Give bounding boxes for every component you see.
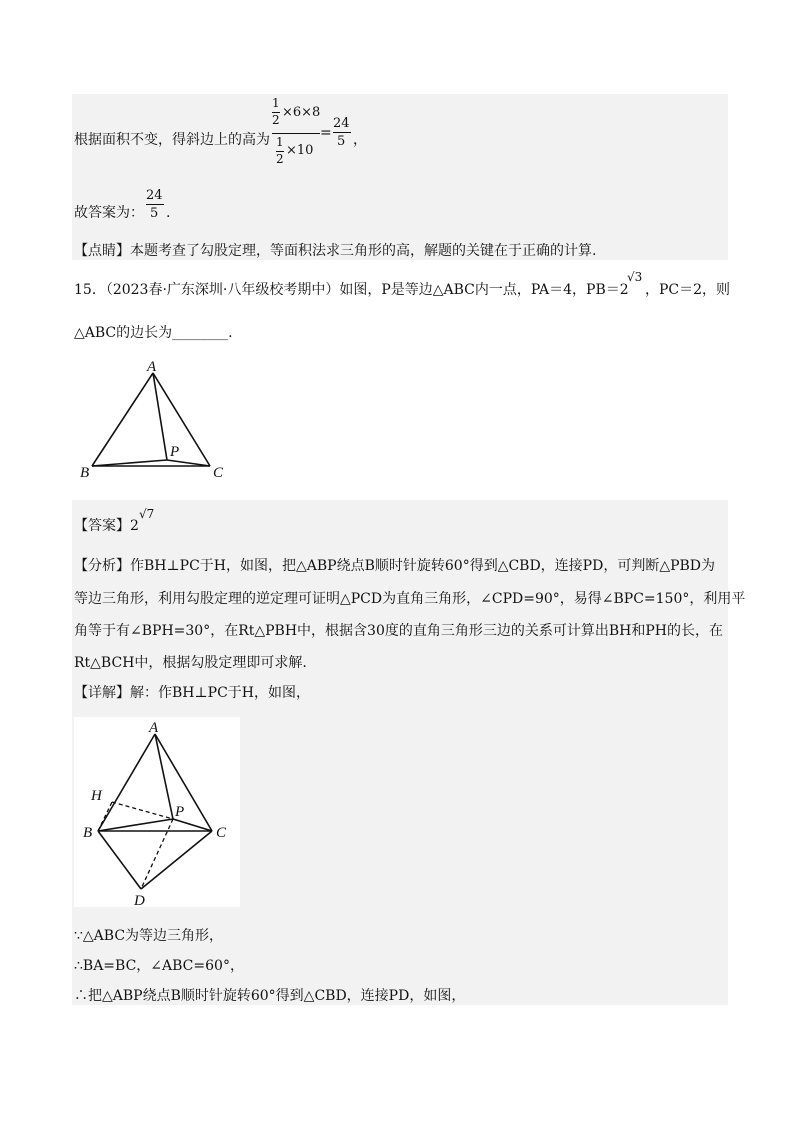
fig2-label-c: C xyxy=(216,825,227,841)
question-line-1b: ，PC＝2，则 xyxy=(645,282,731,298)
big-frac-num-rest: ×6×8 xyxy=(282,105,321,120)
big-fraction-bar xyxy=(272,133,320,134)
fig1-seg-pa xyxy=(153,373,167,460)
big-fraction xyxy=(272,96,320,168)
analysis-line-2: 等边三角形，利用勾股定理的逆定理可证明△PCD为直角三角形，∠CPD=90°，易得∠BPC=150°，利用平 xyxy=(74,591,746,607)
result-fraction xyxy=(333,116,351,150)
solution-shade-top xyxy=(72,94,728,260)
answer-coef: 2 xyxy=(130,518,139,534)
answer-bar xyxy=(146,204,164,205)
detail-line-1: 【详解】解：作BH⊥PC于H，如图， xyxy=(74,685,311,701)
triangle-figure-2 xyxy=(74,717,240,907)
big-frac-den-small-num: 1 xyxy=(276,135,284,149)
big-frac-num-small-num: 1 xyxy=(272,96,280,110)
analysis-line-3: 角等于有∠BPH=30°，在Rt△PBH中，根据含30度的直角三角形三边的关系可计算出BH和PH的长，在 xyxy=(74,623,723,639)
question-line-2: △ABC的边长为________. xyxy=(74,325,233,341)
big-frac-den-rest: ×10 xyxy=(286,143,314,158)
big-frac-den-small-den: 2 xyxy=(276,152,284,166)
comment-line: 【点睛】本题考查了勾股定理，等面积法求三角形的高，解题的关键在于正确的计算. xyxy=(74,243,597,259)
answer-sqrt7: √7 xyxy=(139,507,155,521)
answer-suffix: . xyxy=(166,205,171,221)
answer-num: 24 xyxy=(146,188,163,203)
result-bar xyxy=(333,132,351,133)
fig1-label-b: B xyxy=(80,465,90,481)
big-frac-num-small-den: 2 xyxy=(272,113,280,127)
fig1-label-c: C xyxy=(213,465,224,481)
fig2-label-p: P xyxy=(175,804,185,820)
answer-fraction xyxy=(146,188,164,222)
fig1-seg-pc xyxy=(167,460,210,466)
question-sqrt3: √3 xyxy=(627,270,643,284)
fig1-seg-pb xyxy=(92,460,167,466)
fig2-label-h: H xyxy=(91,788,102,804)
area-line-prefix: 根据面积不变，得斜边上的高为 xyxy=(74,132,270,148)
answer-den: 5 xyxy=(150,206,159,221)
fig1-edge-ab xyxy=(92,373,153,466)
triangle-figure-1 xyxy=(74,356,234,482)
result-num: 24 xyxy=(333,116,350,131)
step-1: ∵△ABC为等边三角形， xyxy=(74,928,224,944)
equals-sign: = xyxy=(320,125,332,141)
area-line-suffix: ， xyxy=(353,132,367,148)
fig1-label-p: P xyxy=(170,444,180,460)
analysis-line-1: 【分析】作BH⊥PC于H，如图，把△ABP绕点B顺时针旋转60°得到△CBD，连接PD，可判断△PBD为 xyxy=(74,558,716,574)
step-3: ∴把△ABP绕点B顺时针旋转60°得到△CBD，连接PD，如图， xyxy=(74,988,466,1004)
fig1-edge-ac xyxy=(153,373,210,466)
fig1-label-a: A xyxy=(147,359,157,375)
result-den: 5 xyxy=(337,134,346,149)
fig2-label-a: A xyxy=(149,720,159,736)
question-line-1a: 15．（2023春·广东深圳·八年级校考期中）如图，P是等边△ABC内一点，PA＝4，PB＝2 xyxy=(74,282,629,298)
analysis-line-4: Rt△BCH中，根据勾股定理即可求解. xyxy=(74,655,307,671)
answer-label: 【答案】 xyxy=(74,518,130,534)
fig2-label-d: D xyxy=(134,893,145,907)
answer-prefix: 故答案为： xyxy=(74,205,144,221)
step-2: ∴BA=BC，∠ABC=60°， xyxy=(74,958,244,974)
fig2-label-b: B xyxy=(83,825,93,841)
